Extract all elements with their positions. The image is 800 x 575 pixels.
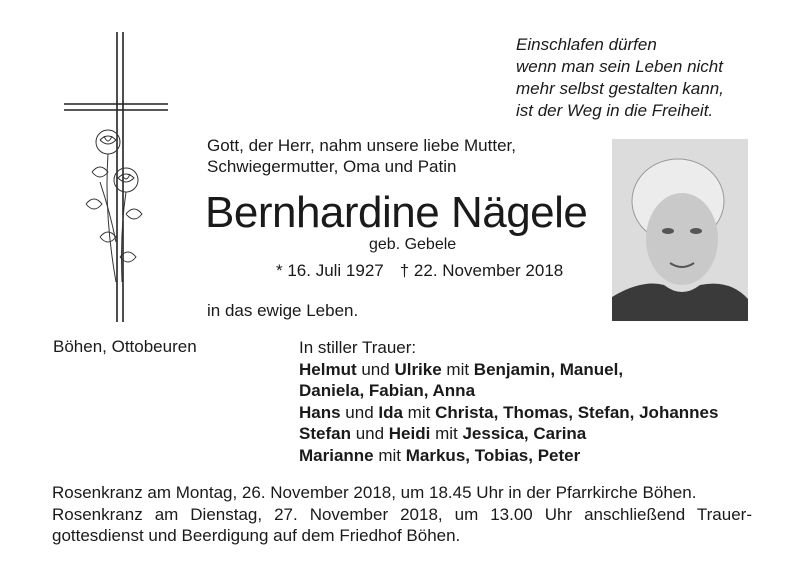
quote-line: wenn man sein Leben nicht bbox=[516, 57, 723, 76]
eternal-life-text: in das ewige Leben. bbox=[207, 301, 359, 320]
epitaph-quote bbox=[516, 34, 724, 122]
quote-line: Einschlafen dürfen bbox=[516, 35, 657, 54]
mourner-row: Helmut und Ulrike mit Benjamin, Manuel, bbox=[299, 359, 624, 379]
funeral-info: gottesdienst und Beerdigung auf dem Friedhof Böhen. bbox=[52, 526, 461, 545]
intro-line: Gott, der Herr, nahm unsere liebe Mutter, bbox=[207, 136, 516, 155]
mourner-row: Daniela, Fabian, Anna bbox=[299, 381, 476, 400]
mourners-list bbox=[299, 337, 718, 466]
life-dates bbox=[276, 261, 563, 281]
mourner-row: Hans und Ida mit Christa, Thomas, Stefan, Johannes bbox=[299, 402, 719, 422]
cross-with-roses-icon bbox=[60, 32, 170, 322]
rosary-tuesday: Rosenkranz am Dienstag, 27. November 2018, um 13.00 Uhr anschließend Trauer- bbox=[52, 504, 752, 524]
deceased-name: Bernhardine Nägele bbox=[205, 188, 588, 237]
portrait-photo bbox=[612, 139, 748, 321]
mourners-heading: In stiller Trauer: bbox=[299, 338, 417, 357]
service-details bbox=[52, 482, 752, 547]
mourner-row: Stefan und Heidi mit Jessica, Carina bbox=[299, 424, 587, 443]
announcement-intro bbox=[207, 135, 516, 177]
intro-line: Schwiegermutter, Oma und Patin bbox=[207, 157, 457, 176]
maiden-name: geb. Gebele bbox=[369, 236, 457, 253]
residence-places: Böhen, Ottobeuren bbox=[53, 337, 197, 356]
rosary-monday: Rosenkranz am Montag, 26. November 2018, um 18.45 Uhr in der Pfarrkirche Böhen. bbox=[52, 483, 697, 502]
death-date: † 22. November 2018 bbox=[399, 261, 564, 280]
quote-line: mehr selbst gestalten kann, bbox=[516, 79, 724, 98]
quote-line: ist der Weg in die Freiheit. bbox=[516, 101, 714, 120]
birth-date: * 16. Juli 1927 bbox=[276, 261, 384, 280]
mourner-row: Marianne mit Markus, Tobias, Peter bbox=[299, 445, 581, 465]
